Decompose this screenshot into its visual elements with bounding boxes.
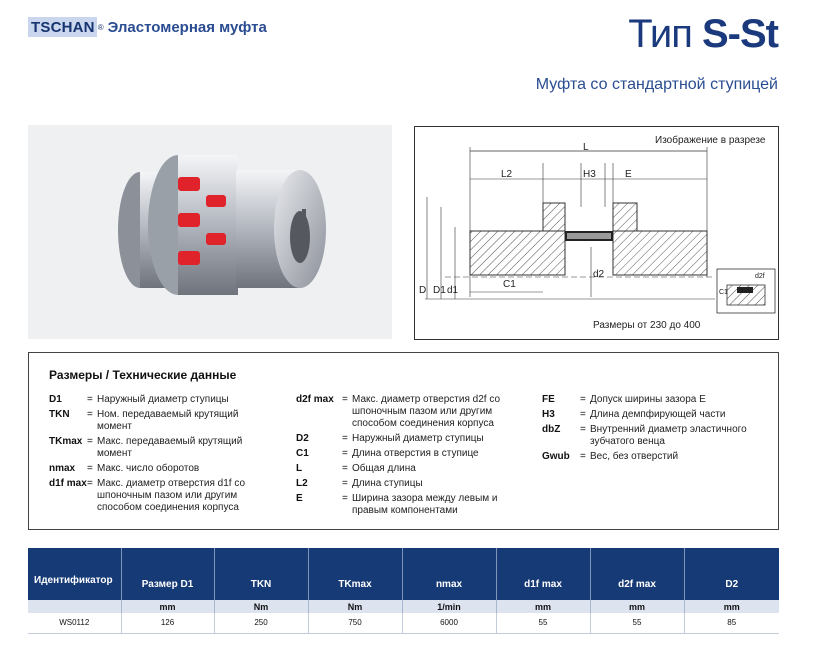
dim-label-H3: H3 (583, 169, 596, 180)
spec-description: Общая длина (352, 463, 416, 474)
spec-row (542, 451, 772, 463)
spec-symbol: nmax (49, 463, 76, 474)
spec-row (296, 394, 536, 430)
spec-title: Размеры / Технические данные (49, 368, 237, 382)
dim-label-D1: D1 (433, 285, 446, 296)
spec-description: Наружный диаметр ступицы (97, 394, 229, 405)
page-subtitle: Муфта со стандартной ступицей (535, 76, 778, 93)
spec-row (49, 394, 289, 406)
spec-description: Длина отверстия в ступице (352, 448, 479, 459)
spec-equals: = (580, 409, 586, 420)
spec-symbol: C1 (296, 448, 309, 459)
spec-equals: = (342, 493, 348, 504)
unit-cell: Nm (308, 600, 402, 613)
table-cell: 55 (496, 613, 590, 633)
spec-equals: = (87, 394, 93, 405)
spec-equals: = (580, 451, 586, 462)
spec-equals: = (580, 424, 586, 435)
spec-row (49, 478, 289, 514)
unit-cell: 1/min (402, 600, 496, 613)
table-header-cell: D2 (684, 548, 779, 600)
spec-symbol: L2 (296, 478, 308, 489)
product-photo (28, 125, 392, 339)
spec-equals: = (342, 448, 348, 459)
table-units-row (28, 600, 779, 613)
spec-column-3 (542, 394, 772, 466)
spec-symbol: dbZ (542, 424, 561, 435)
dimensions-table (28, 548, 779, 634)
unit-cell: mm (496, 600, 590, 613)
spec-description: Длина демпфирующей части (590, 409, 726, 420)
dim-label-L: L (583, 142, 589, 153)
spec-symbol: FE (542, 394, 555, 405)
spec-column-2 (296, 394, 536, 520)
spec-equals: = (87, 478, 93, 489)
spec-row (542, 409, 772, 421)
table-header-cell: d1f max (496, 548, 590, 600)
table-cell: WS0112 (28, 613, 121, 633)
spec-symbol: TKN (49, 409, 70, 420)
section-drawing-svg (415, 127, 780, 341)
spec-row (296, 493, 536, 517)
dim-label-d1: d1 (447, 285, 459, 296)
table-cell: 126 (121, 613, 214, 633)
dim-label-C1: C1 (503, 279, 516, 290)
spec-description: Ном. передаваемый крутящий момент (97, 409, 239, 432)
spec-description: Макс. диаметр отверстия d1f со шпоночным пазом или другим способом соединения корпуса (97, 478, 246, 513)
table-cell: 250 (214, 613, 308, 633)
spec-symbol: D2 (296, 433, 309, 444)
unit-cell: mm (684, 600, 779, 613)
spec-symbol: TKmax (49, 436, 83, 447)
spec-equals: = (342, 463, 348, 474)
spec-symbol: L (296, 463, 303, 474)
table-cell: 55 (590, 613, 684, 633)
unit-cell: Nm (214, 600, 308, 613)
section-drawing (414, 126, 779, 340)
type-title (628, 12, 778, 57)
unit-cell (28, 600, 121, 613)
coupling-illustration (28, 125, 392, 339)
product-name: Эластомерная муфта (107, 18, 267, 36)
type-prefix: Тип (628, 12, 702, 56)
spec-description: Ширина зазора между левым и правым компонентами (352, 493, 498, 516)
spec-column-1 (49, 394, 289, 517)
table-row (28, 613, 779, 633)
spec-equals: = (342, 478, 348, 489)
brand-logo: TSCHAN (28, 17, 97, 37)
spec-row (296, 463, 536, 475)
unit-cell: mm (590, 600, 684, 613)
spec-row (49, 436, 289, 460)
type-code: S-St (702, 12, 778, 56)
spec-equals: = (342, 394, 348, 405)
registered-mark: ® (97, 22, 104, 32)
table-header-cell: TKN (214, 548, 308, 600)
table-header-cell: Идентификатор (28, 548, 121, 600)
dim-label-d2f-detail: d2f (755, 273, 765, 280)
spec-equals: = (87, 409, 93, 420)
spec-row (49, 409, 289, 433)
spec-description: Макс. диаметр отверстия d2f со шпоночным пазом или другим способом соединения корпуса (352, 394, 501, 429)
unit-cell: mm (121, 600, 214, 613)
section-view-label: Изображение в разрезе (655, 135, 766, 146)
spec-equals: = (87, 436, 93, 447)
dim-label-L2: L2 (501, 169, 513, 180)
spec-symbol: Gwub (542, 451, 570, 462)
spec-equals: = (87, 463, 93, 474)
dim-label-E: E (625, 169, 632, 180)
table-header-cell: TKmax (308, 548, 402, 600)
spec-equals: = (580, 394, 586, 405)
spec-description: Допуск ширины зазора E (590, 394, 706, 405)
spec-row (296, 448, 536, 460)
dim-label-C1-detail: C1 (719, 289, 728, 296)
spec-symbol: d2f max (296, 394, 334, 405)
spec-row (296, 433, 536, 445)
table-cell: 85 (684, 613, 779, 633)
table-cell: 6000 (402, 613, 496, 633)
spec-equals: = (342, 433, 348, 444)
dim-label-D: D (419, 285, 427, 296)
size-range-note: Размеры от 230 до 400 (593, 320, 701, 331)
spec-symbol: E (296, 493, 303, 504)
brand-header (28, 16, 267, 38)
spec-symbol: D1 (49, 394, 62, 405)
spec-row (542, 394, 772, 406)
table-cell: 750 (308, 613, 402, 633)
table-header-cell: Размер D1 (121, 548, 214, 600)
dim-label-d2: d2 (593, 269, 605, 280)
table-header-row (28, 548, 779, 600)
spec-row (542, 424, 772, 448)
spec-description: Длина ступицы (352, 478, 423, 489)
spec-symbol: H3 (542, 409, 555, 420)
spec-row (49, 463, 289, 475)
spec-description: Наружный диаметр ступицы (352, 433, 484, 444)
spec-description: Макс. число оборотов (97, 463, 200, 474)
spec-legend (28, 352, 779, 530)
spec-description: Внутренний диаметр эластичного зубчатого венца (590, 424, 747, 447)
spec-description: Вес, без отверстий (590, 451, 679, 462)
table-header-cell: d2f max (590, 548, 684, 600)
spec-symbol: d1f max (49, 478, 87, 489)
table-header-cell: nmax (402, 548, 496, 600)
spec-row (296, 478, 536, 490)
spec-description: Макс. передаваемый крутящий момент (97, 436, 243, 459)
